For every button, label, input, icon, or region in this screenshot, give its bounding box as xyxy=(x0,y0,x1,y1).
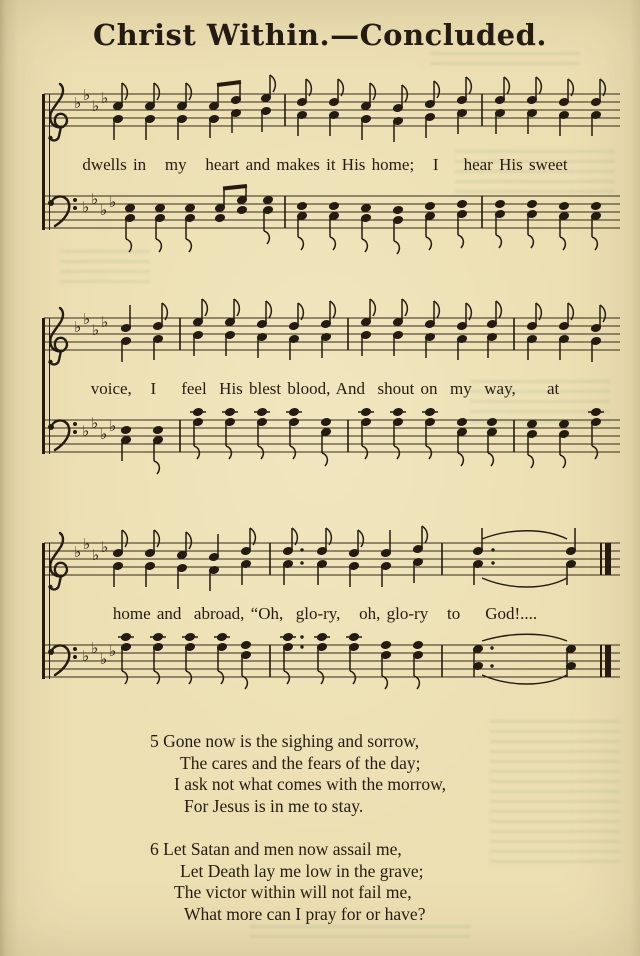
verse-line: Let Death lay me low in the grave; xyxy=(180,860,424,881)
svg-text:♭: ♭ xyxy=(109,642,117,660)
system-barline xyxy=(42,94,50,230)
key-signature xyxy=(74,86,108,115)
svg-text:♭: ♭ xyxy=(92,546,100,564)
staff-lines xyxy=(44,645,620,677)
svg-text:♭: ♭ xyxy=(91,414,99,432)
svg-text:♭: ♭ xyxy=(109,193,117,211)
treble-staff-1 xyxy=(30,76,620,150)
svg-text:♭: ♭ xyxy=(82,647,90,665)
verse-line: For Jesus is in me to stay. xyxy=(184,795,364,816)
svg-text:♭: ♭ xyxy=(91,639,99,657)
svg-text:♭: ♭ xyxy=(91,190,99,208)
bass-staff-2 xyxy=(30,408,620,492)
lyric-line-1: dwells in my heart and makes it His home; I hear His sweet xyxy=(82,155,568,174)
svg-text:♭: ♭ xyxy=(82,422,90,440)
verse-line: 6 Let Satan and men now assail me, xyxy=(150,839,402,859)
key-signature xyxy=(82,414,116,443)
key-signature xyxy=(82,190,116,219)
svg-text:♭: ♭ xyxy=(100,201,108,219)
verse-6 xyxy=(150,839,530,925)
staff-lines xyxy=(44,543,620,575)
svg-text:♭: ♭ xyxy=(101,89,109,107)
verse-line: 5 Gone now is the sighing and sorrow, xyxy=(150,731,420,751)
lyric-line-2: voice, I feel His blest blood, And shout on my way, at xyxy=(90,379,560,398)
svg-text:♭: ♭ xyxy=(92,321,100,339)
music-system-3 xyxy=(30,525,620,717)
music-system-2 xyxy=(30,300,620,492)
bass-staff-1 xyxy=(30,184,620,268)
treble-clef-icon xyxy=(48,84,67,140)
system-barline xyxy=(42,318,50,454)
bass-clef-icon xyxy=(48,645,77,675)
svg-text:♭: ♭ xyxy=(109,417,117,435)
verse-5 xyxy=(150,731,530,817)
svg-text:♭: ♭ xyxy=(101,538,109,556)
svg-text:♭: ♭ xyxy=(101,313,109,331)
notes xyxy=(121,299,605,362)
notes xyxy=(121,408,604,474)
verse-line: What more can I pray for or have? xyxy=(184,903,426,924)
verse-line: I ask not what comes with the morrow, xyxy=(174,774,447,794)
lyric-line-3: home and abroad, “Oh, glo-ry, oh, glo-ry to God!.... xyxy=(112,604,538,623)
svg-text:♭: ♭ xyxy=(74,543,82,561)
svg-text:♭: ♭ xyxy=(100,425,108,443)
key-signature xyxy=(74,310,108,339)
verse-line: The cares and the fears of the day; xyxy=(180,752,421,773)
key-signature xyxy=(82,639,116,668)
treble-clef-icon xyxy=(48,533,67,589)
notes xyxy=(113,75,605,142)
page-title: Christ Within.—Concluded. xyxy=(93,18,547,52)
verse-line: The victor within will not fail me, xyxy=(174,882,412,902)
key-signature xyxy=(74,535,108,564)
svg-text:♭: ♭ xyxy=(83,535,91,553)
svg-text:♭: ♭ xyxy=(100,650,108,668)
svg-text:♭: ♭ xyxy=(92,97,100,115)
showthrough-artifact xyxy=(250,925,470,939)
svg-text:♭: ♭ xyxy=(83,310,91,328)
bass-clef-icon xyxy=(48,196,77,226)
treble-staff-3 xyxy=(30,525,620,599)
music-system-1 xyxy=(30,76,620,268)
svg-text:♭: ♭ xyxy=(74,318,82,336)
svg-text:♭: ♭ xyxy=(83,86,91,104)
treble-clef-icon xyxy=(48,308,67,364)
svg-text:♭: ♭ xyxy=(82,198,90,216)
bass-staff-3 xyxy=(30,633,620,717)
treble-staff-2 xyxy=(30,300,620,374)
showthrough-artifact xyxy=(430,52,580,72)
verses-block xyxy=(150,731,530,925)
svg-text:♭: ♭ xyxy=(74,94,82,112)
system-barline xyxy=(42,543,50,679)
bass-clef-icon xyxy=(48,420,77,450)
